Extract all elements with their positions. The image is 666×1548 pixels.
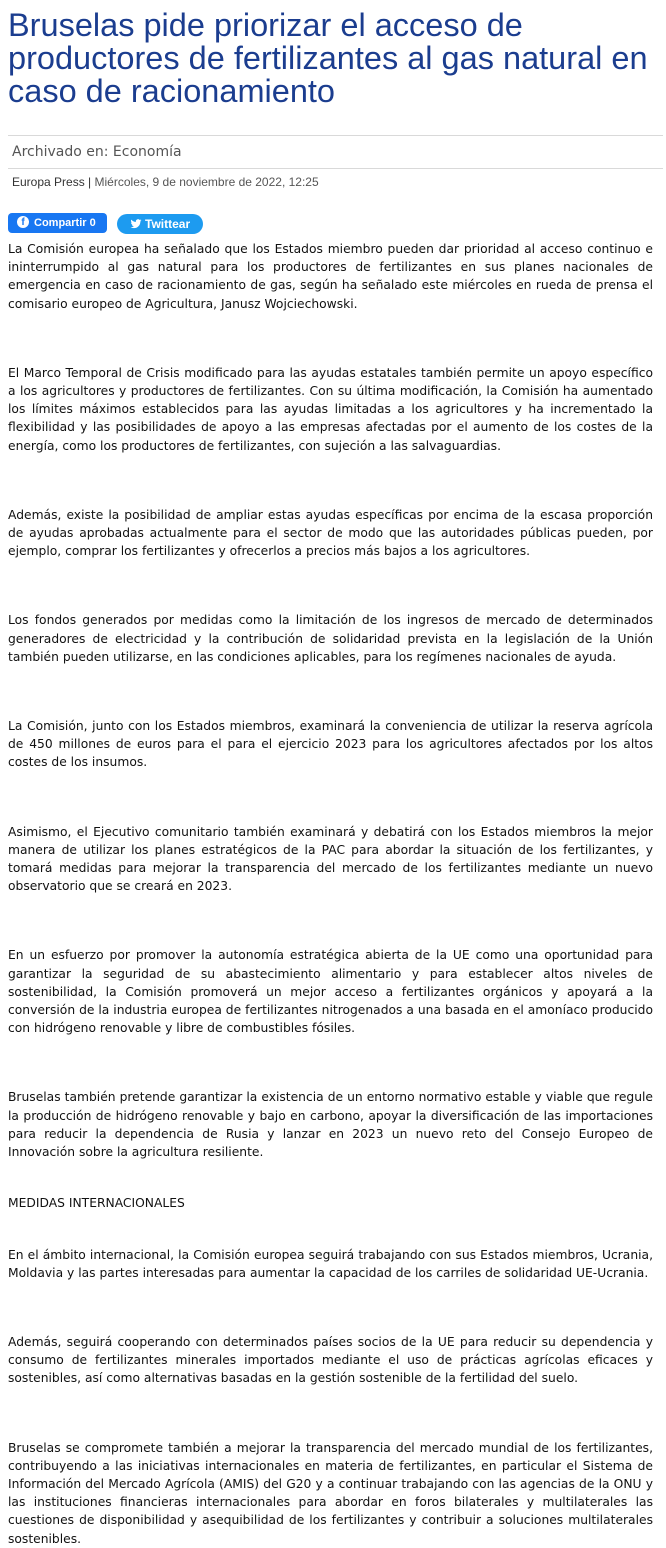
paragraph: Además, existe la posibilidad de ampliar estas ayudas específicas por encima de la escasa proporción de ayudas aprobadas actualmente para el sector de modo que las autoridades públicas pueden, por ejemplo, comprar los fertilizantes y ofrecerlos a precios más bajos a los agricultores. <box>8 507 653 559</box>
archive-label[interactable]: Archivado en: Economía <box>12 144 182 160</box>
facebook-share-label: Compartir <box>34 217 87 229</box>
byline-separator: | <box>88 175 92 189</box>
facebook-share-count: 0 <box>89 217 96 229</box>
byline <box>12 175 319 189</box>
byline-source: Europa Press <box>12 175 85 189</box>
article-body <box>8 240 653 1548</box>
paragraph: La Comisión, junto con los Estados miembros, examinará la conveniencia de utilizar la reserva agrícola de 450 millones de euros para el para el ejercicio 2023 para los agricultores afectados por los altos costes de los insumos. <box>8 719 653 770</box>
section-heading: MEDIDAS INTERNACIONALES <box>8 1196 185 1211</box>
paragraph: Además, seguirá cooperando con determinados países socios de la UE para reducir su dependencia y consumo de fertilizantes minerales importados mediante el uso de prácticas agrícolas eficaces y sostenibles, así como alternativas basadas en la gestión sostenible de la fertilidad del suelo. <box>8 1334 653 1386</box>
paragraph: En el ámbito internacional, la Comisión europea seguirá trabajando con sus Estados miembros, Ucrania, Moldavia y las partes interesadas para aumentar la capacidad de los carriles de solidaridad UE-Ucrania. <box>8 1247 653 1280</box>
paragraph: Bruselas se compromete también a mejorar la transparencia del mercado mundial de los fertilizantes, contribuyendo a las iniciativas internacionales en materia de fertilizantes, en particular el Sistema de Información del Mercado Agrícola (AMIS) del G20 y a continuar trabajando con las agencias de la ONU y las instituciones financieras internacionales para abordar en foros bilaterales y multilaterales las cuestiones de disponibilidad y asequibilidad de los fertilizantes y contribuir a soluciones multilaterales sostenibles. <box>8 1440 653 1546</box>
byline-date: Miércoles, 9 de noviembre de 2022, 12:25 <box>94 175 319 189</box>
paragraph: La Comisión europea ha señalado que los Estados miembro pueden dar prioridad al acceso continuo e ininterrumpido al gas natural para los productores de fertilizantes en sus planes nacionales de emergencia en caso de racionamiento de gas, según ha señalado este miércoles en rueda de prensa el comisario europeo de Agricultura, Janusz Wojciechowski. <box>8 242 653 311</box>
archive-bar <box>8 135 663 169</box>
paragraph: El Marco Temporal de Crisis modificado para las ayudas estatales también permite un apoyo específico a los agricultores y productores de fertilizantes. Con su última modificación, la Comisión ha aumentado los límites máximos establecidos para las ayudas limitadas a los agricultores y ha incrementado la flexibilidad y las posibilidades de apoyo a las empresas afectadas por el aumento de los costes de la energía, como los productores de fertilizantes, con sujeción a las salvaguardias. <box>8 365 653 453</box>
paragraph: Los fondos generados por medidas como la limitación de los ingresos de mercado de determinados generadores de electricidad y la contribución de solidaridad prevista en la legislación de la Unión también pueden utilizarse, en las condiciones aplicables, para los regímenes nacionales de ayuda. <box>8 613 653 664</box>
facebook-share-button[interactable] <box>8 213 107 233</box>
paragraph: Bruselas también pretende garantizar la existencia de un entorno normativo estable y viable que regule la producción de hidrógeno renovable y bajo en carbono, apoyar la diversificación de las importaciones para reducir la dependencia de Rusia y lanzar en 2023 un nuevo reto del Consejo Europeo de Innovación sobre la agricultura resiliente. <box>8 1090 653 1160</box>
twitter-bird-icon <box>130 218 142 230</box>
twitter-share-label: Twittear <box>145 217 191 231</box>
twitter-share-button[interactable] <box>117 214 203 234</box>
paragraph: Asimismo, el Ejecutivo comunitario también examinará y debatirá con los Estados miembros la mejor manera de utilizar los planes estratégicos de la PAC para abordar la situación de los fertilizantes, y tomará medidas para mejorar la transparencia del mercado de los fertilizantes mediante un nuevo observatorio que se creará en 2023. <box>8 824 653 894</box>
paragraph: En un esfuerzo por promover la autonomía estratégica abierta de la UE como una oportunidad para garantizar la seguridad de su abastecimiento alimentario y para establecer altos niveles de sostenibilidad, la Comisión promoverá un mejor acceso a fertilizantes orgánicos y apoyará a la conversión de la industria europea de fertilizantes nitrogenados a una basada en el amoníaco producido con hidrógeno renovable y libre de combustibles fósiles. <box>8 948 653 1036</box>
article-headline: Bruselas pide priorizar el acceso de productores de fertilizantes al gas natural en caso de racionamiento <box>8 7 648 109</box>
facebook-icon: f <box>17 216 29 228</box>
